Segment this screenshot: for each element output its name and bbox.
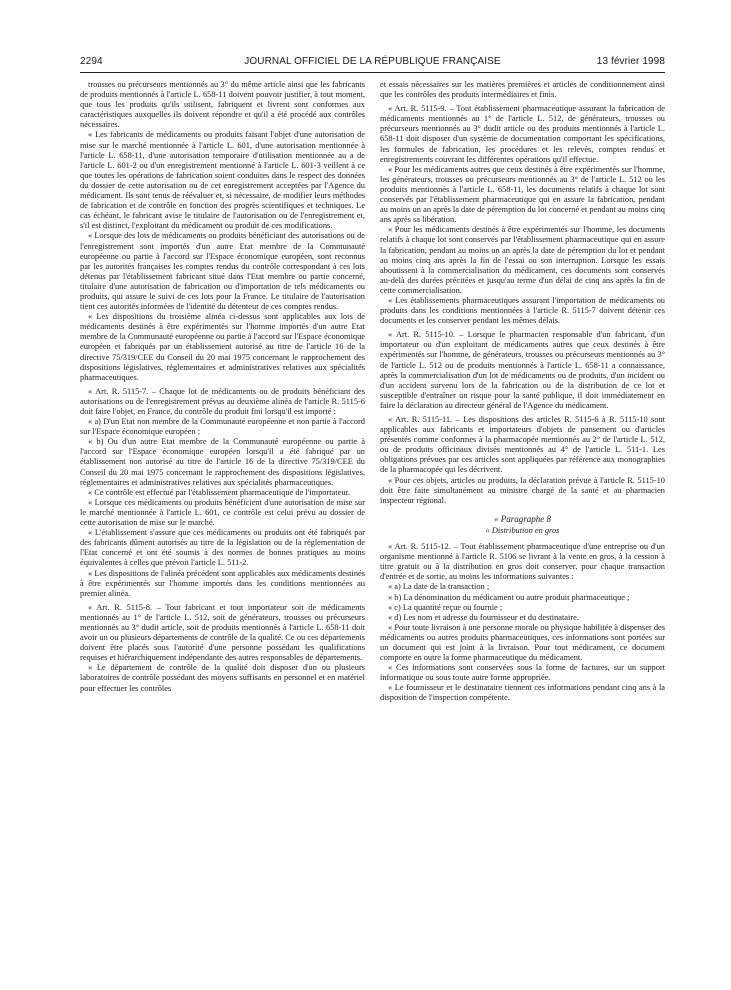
paragraph: « b) La dénomination du médicament ou autre produit pharmaceutique ; [388,592,630,602]
paragraph: et essais nécessaires sur les matières premières et articles de conditionnement ainsi que les contrôles des produits intermédiaires et finis. [380,80,665,100]
paragraph: « Art. R. 5115-12. – Tout établissement pharmaceutique d'une entreprise ou d'un organisme mentionné à l'article R. 5106 se livrant à la vente en gros, à la cession à titre gratuit ou à la distribution en gros doit conserver, pour chaque transaction d'entrée et de sortie, au moins les informations suivantes : [380,542,665,582]
paragraph: « d) Les nom et adresse du fournisseur et du destinataire. [388,612,579,622]
paragraph: « Pour les médicaments destinés à être expérimentés sur l'homme, les documents relatifs à chaque lot sont conservés par l'établissement pharmaceutique qui en assure la fabrication, pendant au moins un an après la date de péremption du lot et pendant au moins cinq ans après la fin de l'essai ou son interruption. Lorsque les essais aboutissent à la commercialisation du médicament, ces documents sont conservés au-delà des durées précitées et jusqu'au terme d'un délai de cinq ans après la fin de cette commercialisation. [380,225,665,295]
paragraph: « Ces informations sont conservées sous la forme de factures, sur un support informatique ou sous toute autre forme appropriée. [380,663,665,683]
paragraph: « a) La date de la transaction ; [388,582,490,592]
page-header [80,56,665,73]
left-column [80,80,365,704]
page-number: 2294 [80,56,103,67]
paragraph: « c) La quantité reçue ou fournie ; [388,602,503,612]
paragraph: « Les établissements pharmaceutiques assurant l'importation de médicaments ou produits dans les conditions mentionnées à l'article R. 5115-7 doivent détenir ces documents et les conserver pendant les mêmes délais. [380,295,665,326]
paragraph: « Les dispositions de l'alinéa précédent sont applicables aux médicaments destinés à être expérimentés sur l'homme importés dans les conditions mentionnées au premier alinéa. [80,568,365,598]
paragraph: trousses ou précurseurs mentionnés au 3° du même article ainsi que les fabricants de produits mentionnés à l'article L. 658-11 doivent pouvoir justifier, à tout moment, que tous les produits qu'ils utilisent, fabriquent et livrent sont conformes aux caractéristiques auxquelles ils doivent répondre et qu'il a été procédé aux contrôles nécessaires. [80,80,365,130]
paragraph: « Art. R. 5115-10. – Lorsque le pharmacien responsable d'un fabricant, d'un importateur ou d'un exploitant de médicaments autres que ceux destinés à être expérimentés sur l'homme, de générateurs, trousses ou précurseurs mentionnés au 3° de l'article L. 512 ou de produits mentionnés à l'article L. 658-11 a connaissance, après la commercialisation d'un lot de médicaments ou de produits, d'un incident ou d'un accident survenu lors de la fabrication ou de la distribution de ce lot et susceptible d'entraîner un risque pour la santé publique, il doit immédiatement en faire la déclaration au directeur général de l'Agence du médicament. [380,330,665,410]
paragraph: « a) D'un Etat non membre de la Communauté européenne et non partie à l'accord sur l'Espace économique européen ; [80,417,365,437]
right-column [380,80,665,704]
paragraph: « Ce contrôle est effectué par l'établissement pharmaceutique de l'importateur. [88,487,350,497]
paragraph: « Pour ces objets, articles ou produits, la déclaration prévue à l'article R. 5115-10 doit être faite simultanément au ministre chargé de la santé et au pharmacien inspecteur régional. [380,475,665,505]
paragraph: « b) Ou d'un autre Etat membre de la Communauté européenne ou partie à l'accord sur l'Espace économique européen lorsqu'il a été fabriqué par un établissement non autorisé au titre de l'article 16 de la directive 75/319/CEE du Conseil du 20 mai 1975 concernant le rapprochement des dispositions législatives, réglementaires et administratives relatives aux spécialités pharmaceutiques. [80,437,365,487]
paragraph: « Art. R. 5115-7. – Chaque lot de médicaments ou de produits bénéficiant des autorisations ou de l'enregistrement prévus au deuxième alinéa de l'article R. 5115-6 doit faire l'objet, en France, du contrôle du produit fini lorsqu'il est importé : [80,386,365,416]
paragraph: « Art. R. 5115-9. – Tout établissement pharmaceutique assurant la fabrication de médicaments mentionnés au 1° de l'article L. 512, de générateurs, trousses ou précurseurs mentionnés au 3° dudit article ou des produits mentionnés à l'article L. 658-11 doit disposer d'un système de documentation comportant les spécifications, les formules de fabrication, les procédures et les relevés, comptes rendus et enregistrements couvrant les différentes opérations qu'il effectue. [380,104,665,164]
journal-title: JOURNAL OFFICIEL DE LA RÉPUBLIQUE FRANÇAISE [244,56,501,67]
paragraph: « Le fournisseur et le destinataire tiennent ces informations pendant cinq ans à la disposition de l'inspection compétente. [380,683,665,703]
paragraph: « Le département de contrôle de la qualité doit disposer d'un ou plusieurs laboratoires de contrôle possédant des moyens suffisants en personnel et en matériel pour effectuer les contrôles [80,663,365,693]
paragraph: « Art. R. 5115-8. – Tout fabricant et tout importateur soit de médicaments mentionnés au 1° de l'article L. 512, soit de générateurs, trousses ou précurseurs mentionnés au 3° dudit article, soit de produits mentionnés à l'article L. 658-11 doit avoir un ou plusieurs départements de contrôle de la qualité. Ce ou ces départements doivent être placés sous l'autorité d'une personne possédant les qualifications requises et hiérarchiquement indépendante des autres responsables de départements. [80,602,365,663]
paragraph: « Pour toute livraison à une personne morale ou physique habilitée à dispenser des médicaments ou autres produits pharmaceutiques, ces informations sont portées sur un document qui est joint à la livraison. Pour tout médicament, ce document comporte en outre la forme pharmaceutique du médicament. [380,622,665,663]
section-heading: « Paragraphe 8 [494,513,551,524]
paragraph: « Lorsque ces médicaments ou produits bénéficient d'une autorisation de mise sur le marché mentionnée à l'article L. 601, ce contrôle est celui prévu au dossier de cette autorisation de mise sur le marché. [80,497,365,528]
publication-date: 13 février 1998 [596,56,665,67]
section-subheading: « Distribution en gros [485,525,560,535]
paragraph: « Pour les médicaments autres que ceux destinés à être expérimentés sur l'homme, les générateurs, trousses ou précurseurs mentionnés au 3° de l'article L. 512 ou les produits mentionnés à l'article L. 658-11, les documents relatifs à chaque lot sont conservés par l'établissement pharmaceutique qui en assure la fabrication, pendant au moins un an après la date de péremption du lot concerné et pendant au moins cinq ans après sa libération. [380,164,665,225]
paragraph: « Les dispositions du troisième alinéa ci-dessus sont applicables aux lots de médicaments destinés à être expérimentés sur l'homme importés d'un autre Etat membre de la Communauté européenne ou partie à l'accord sur l'Espace économique européen et fabriqués par un établissement autorisé au titre de l'article 16 de la directive 75/319/CEE du Conseil du 20 mai 1975 concernant le rapprochement des dispositions législatives, réglementaires et administratives relatives aux spécialités pharmaceutiques. [80,312,365,382]
text-columns [80,80,665,704]
paragraph: « Lorsque des lots de médicaments ou produits bénéficiant des autorisations ou de l'enregistrement sont importés d'un autre Etat membre de la Communauté européenne ou partie à l'accord sur l'Espace économique européen, sont reconnus par les autorités françaises les comptes rendus du contrôle correspondant à ces lots détenus par l'établissement fabricant situé dans l'Etat membre ou partie concerné, titulaire d'une autorisation de fabrication ou d'importation de tels médicaments ou produits, qui assure le suivi de ces lots pour la France. Le titulaire de l'autorisation tient ces autorités informées de l'identité du détenteur de ces comptes rendus. [80,231,365,312]
paragraph: « L'établissement s'assure que ces médicaments ou produits ont été fabriqués par des fabricants dûment autorisés au titre de la législation ou de la réglementation de l'Etat concerné et ont été soumis à des normes de bonnes pratiques au moins équivalentes à celles que prévoit l'article L. 511-2. [80,528,365,568]
paragraph: « Art. R. 5115-11. – Les dispositions des articles R. 5115-6 à R. 5115-10 sont applicables aux fabricants et importateurs d'objets de pansement ou d'articles présentés comme conformes à la pharmacopée mentionnés au 2° de l'article L. 512, ou de produits officinaux divisés mentionnés au 4° de l'article L. 511-1. Les obligations prévues par ces articles sont appliquées par référence aux monographies de la pharmacopée qui les décrivent. [380,415,665,475]
paragraph: « Les fabricants de médicaments ou produits faisant l'objet d'une autorisation de mise sur le marché mentionnée à l'article L. 601, d'une autorisation mentionnée à l'article L. 658-11, d'une autorisation temporaire d'utilisation mentionnée au a de l'article L. 601-2 ou d'un enregistrement mentionné à l'article L. 601-3 veillent à ce que toutes les opérations de fabrication soient conduites dans le respect des données du dossier de cette autorisation ou de cet enregistrement acceptées par l'Agence du médicament. Ils sont tenus de réévaluer et, si nécessaire, de modifier leurs méthodes de fabrication et de contrôle en fonction des progrès scientifiques et techniques. Le cas échéant, le fabricant avise le titulaire de l'autorisation ou de l'enregistrement et, s'il est distinct, l'exploitant du médicament ou produit de ces modifications. [80,130,365,231]
